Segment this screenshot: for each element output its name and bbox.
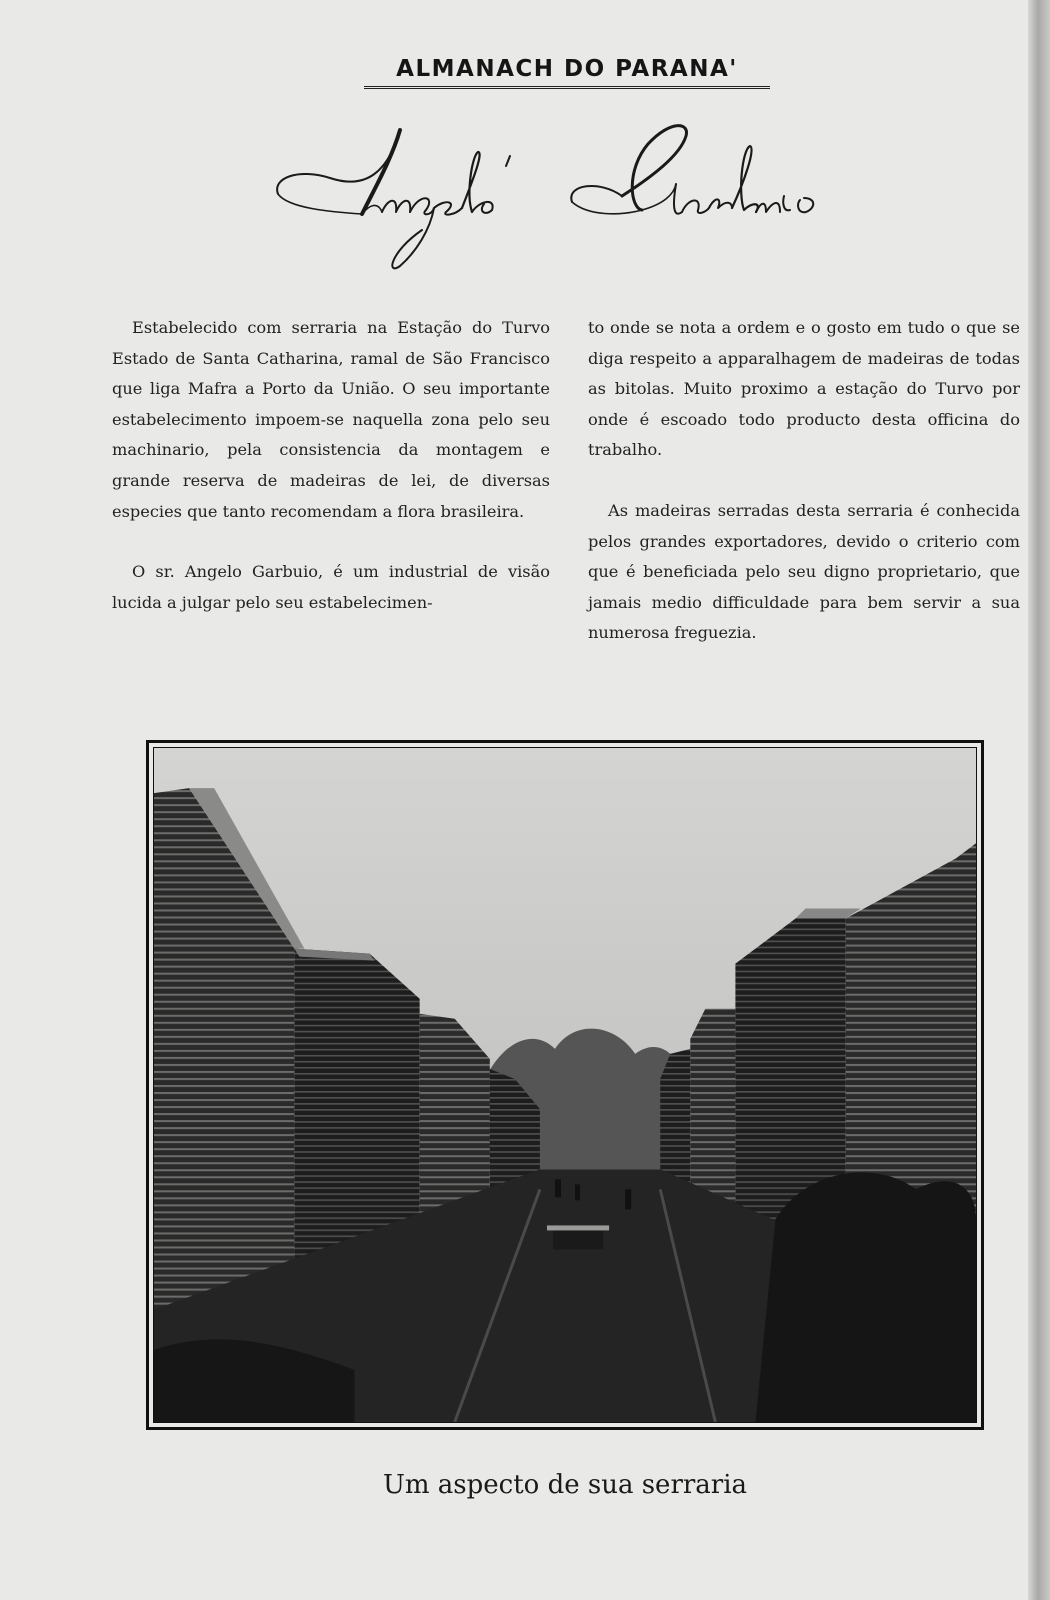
paragraph-4: As madeiras serradas desta serraria é conhecida pelos grandes exportadores, devido o criterio com que é beneficiada pelo seu digno proprietario, que jamais medio difficuldade para bem servir a sua numerosa freguezia. [588, 500, 1020, 643]
sawmill-photo [146, 740, 984, 1430]
signature-title [270, 112, 830, 282]
photo-caption: Um aspecto de sua serraria [382, 1470, 748, 1500]
page-edge [1028, 0, 1050, 1600]
paragraph-2: O sr. Angelo Garbuio, é um industrial de visão lucida a julgar pelo seu estabelecimen- [112, 562, 550, 612]
text-column-left [112, 313, 550, 618]
paragraph-3: to onde se nota a ordem e o gosto em tudo o que se diga respeito a apparalhagem de madeiras de todas as bitolas. Muito proximo a estação do Turvo por onde é escoado todo producto desta officina do trabalho. [588, 318, 1020, 460]
paragraph-1: Estabelecido com serraria na Estação do Turvo Estado de Santa Catharina, ramal de São Francisco que liga Mafra a Porto da União. O seu importante estabelecimento impoem-se naquella zona pelo seu machinario, pela consistencia da montagem e grande reserva de madeiras de lei, de diversas especies que tanto recomendam a flora brasileira. [112, 318, 550, 521]
photo-image [153, 747, 977, 1423]
text-column-right [588, 313, 1020, 649]
signature-text: Angelo Garbuio [550, 277, 558, 278]
page-header: ALMANACH DO PARANA' [364, 56, 770, 89]
